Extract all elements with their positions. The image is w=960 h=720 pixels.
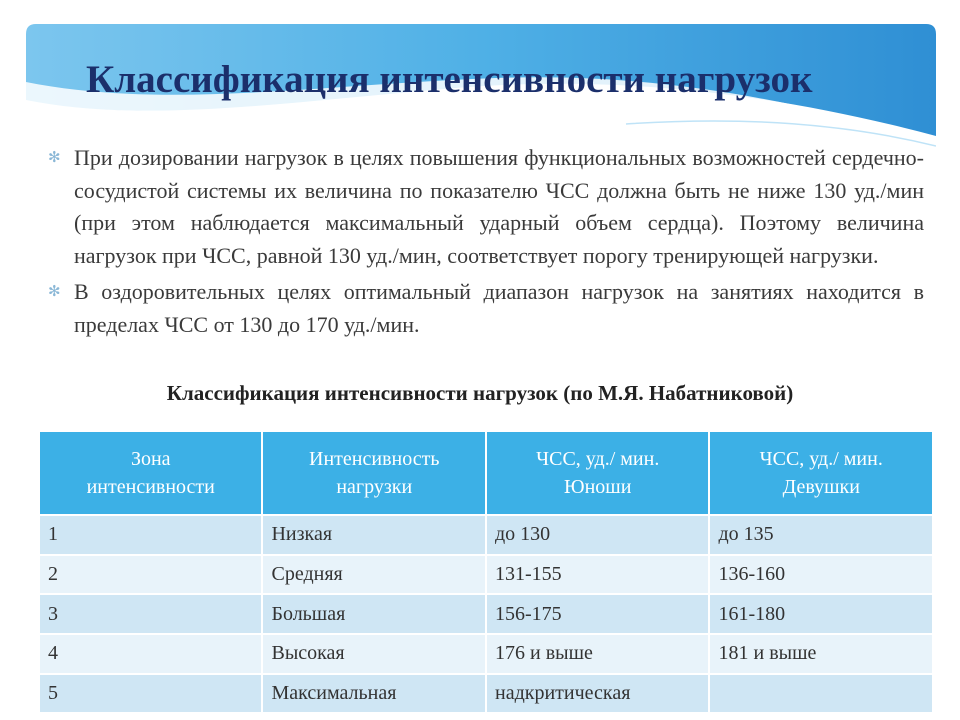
table-cell: надкритическая [486,674,710,713]
table-cell: 2 [40,555,262,595]
table-row [40,515,932,555]
table-cell: до 130 [486,515,710,555]
table-cell: 161-180 [709,594,932,634]
table-row [40,634,932,674]
bullet-text: При дозировании нагрузок в целях повышения функциональных возможностей сердечно-сосудистой системы их величина по показателю ЧСС должна быть не ниже 130 уд./мин (при этом наблюдается максимальный ударный объем сердца). Поэтому величина нагрузок при ЧСС, равной 130 уд./мин, соответствует порогу тренирующей нагрузки. [74,145,924,268]
column-header-intensity: Интенсивность нагрузки [262,432,486,515]
table-cell: Высокая [262,634,486,674]
table-cell: 176 и выше [486,634,710,674]
bullet-item [48,276,924,341]
table-cell: Большая [262,594,486,634]
table-row [40,594,932,634]
table-cell: 136-160 [709,555,932,595]
table-header-row [40,432,932,515]
page-title: Классификация интенсивности нагрузок [86,58,813,101]
table-cell: Низкая [262,515,486,555]
intensity-table [40,432,932,712]
bullet-item [48,142,924,272]
bullet-text: В оздоровительных целях оптимальный диапазон нагрузок на занятиях находится в пределах ЧСС от 130 до 170 уд./мин. [74,279,924,337]
column-header-hr-girls: ЧСС, уд./ мин. Девушки [709,432,932,515]
bullet-list [48,142,924,345]
table-cell: Максимальная [262,674,486,713]
table-title: Классификация интенсивности нагрузок (по М.Я. Набатниковой) [166,381,794,405]
table-cell: 131-155 [486,555,710,595]
table-cell: 156-175 [486,594,710,634]
table-cell: 181 и выше [709,634,932,674]
bullet-star-icon: ✻ [48,282,61,300]
header-banner [26,24,936,154]
table-row [40,674,932,713]
table-row [40,555,932,595]
column-header-zone: Зона интенсивности [40,432,262,515]
table-cell: до 135 [709,515,932,555]
bullet-star-icon: ✻ [48,148,61,166]
table-cell: 5 [40,674,262,713]
table-cell: 1 [40,515,262,555]
table-cell: 3 [40,594,262,634]
column-header-hr-boys: ЧСС, уд./ мин. Юноши [486,432,710,515]
table-cell: 4 [40,634,262,674]
table-cell: Средняя [262,555,486,595]
table-cell [709,674,932,713]
